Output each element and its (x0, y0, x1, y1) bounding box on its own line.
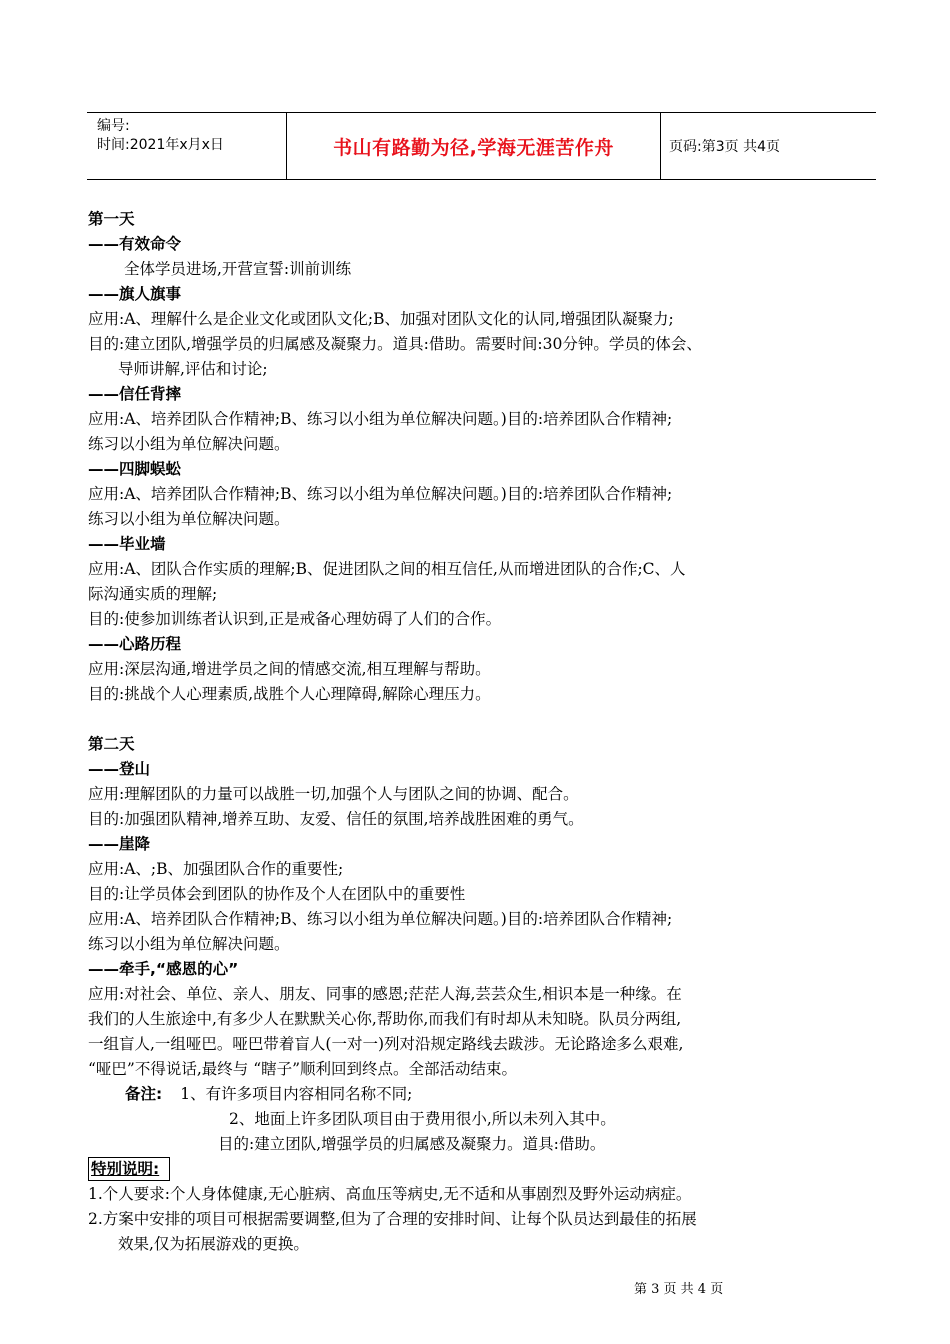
body-line: 一组盲人,一组哑巴。哑巴带着盲人(一对一)列对沿规定路线去跋涉。无论路途多么艰难, (88, 1035, 684, 1053)
body-line: 目的:使参加训练者认识到,正是戒备心理妨碍了人们的合作。 (88, 610, 502, 628)
body-line: 目的:建立团队,增强学员的归属感及凝聚力。道具:借助。需要时间:30分钟。学员的体会、 (88, 335, 702, 353)
number-label: 编号: (97, 118, 130, 134)
body-line: 际沟通实质的理解; (88, 585, 218, 603)
special-notice-heading (88, 1157, 888, 1182)
section-heading: 第二天 (88, 735, 135, 753)
header-motto: 书山有路勤为径,学海无涯苦作舟 (287, 113, 661, 179)
special-notice-item: 2.方案中安排的项目可根据需要调整,但为了合理的安排时间、让每个队员达到最佳的拓展 (88, 1210, 697, 1228)
section-heading: ——旗人旗事 (88, 285, 182, 303)
section-heading: ——登山 (88, 760, 151, 778)
header-page-info: 页码:第3页 共4页 (669, 139, 780, 155)
section-heading: ——有效命令 (88, 235, 182, 253)
section-heading: ——毕业墙 (88, 535, 166, 553)
special-notice-title: 特别说明: (88, 1157, 170, 1181)
body-line: 目的:挑战个人心理素质,战胜个人心理障碍,解除心理压力。 (88, 685, 491, 703)
page-footer: 第 3 页 共 4 页 (634, 1282, 724, 1297)
body-line: 全体学员进场,开营宣誓:训前训练 (124, 260, 352, 278)
body-line: 应用:A、培养团队合作精神;B、练习以小组为单位解决问题。)目的:培养团队合作精神; (88, 910, 673, 928)
body-line: 应用:A、培养团队合作精神;B、练习以小组为单位解决问题。)目的:培养团队合作精神; (88, 410, 673, 428)
notes-item: 1、有许多项目内容相同名称不同; (180, 1085, 413, 1103)
section-heading: 第一天 (88, 210, 135, 228)
notes-item: 目的:建立团队,增强学员的归属感及凝聚力。道具:借助。 (218, 1135, 606, 1153)
body-line: 应用:A、;B、加强团队合作的重要性; (88, 860, 344, 878)
body-line: 应用:A、团队合作实质的理解;B、促进团队之间的相互信任,从而增进团队的合作;C、人 (88, 560, 686, 578)
body-line: 目的:让学员体会到团队的协作及个人在团队中的重要性 (88, 885, 466, 903)
notes-label: 备注: (125, 1085, 163, 1103)
body-line: 应用:A、培养团队合作精神;B、练习以小组为单位解决问题。)目的:培养团队合作精神; (88, 485, 673, 503)
body-line: 应用:A、理解什么是企业文化或团队文化;B、加强对团队文化的认同,增强团队凝聚力; (88, 310, 674, 328)
section-heading: ——信任背摔 (88, 385, 182, 403)
body-line: 应用:理解团队的力量可以战胜一切,加强个人与团队之间的协调、配合。 (88, 785, 579, 803)
spacer (88, 707, 888, 732)
body-line: 我们的人生旅途中,有多少人在默默关心你,帮助你,而我们有时却从未知晓。队员分两组, (88, 1010, 682, 1028)
page-header-table (87, 112, 876, 180)
notes-item: 2、地面上许多团队项目由于费用很小,所以未列入其中。 (229, 1110, 616, 1128)
body-line: 应用:对社会、单位、亲人、朋友、同事的感恩;茫茫人海,芸芸众生,相识本是一种缘。在 (88, 985, 682, 1003)
section-heading: ——心路历程 (88, 635, 182, 653)
section-heading: ——崖降 (88, 835, 151, 853)
body-line: 应用:深层沟通,增进学员之间的情感交流,相互理解与帮助。 (88, 660, 491, 678)
body-line: 练习以小组为单位解决问题。 (88, 510, 290, 528)
date-label: 时间:2021年x月x日 (97, 137, 224, 153)
body-line: 导师讲解,评估和讨论; (118, 360, 268, 378)
document-body (88, 207, 888, 1257)
notes-line-1 (88, 1082, 888, 1107)
header-meta-cell (87, 113, 287, 179)
body-line: 目的:加强团队精神,增养互助、友爱、信任的氛围,培养战胜困难的勇气。 (88, 810, 584, 828)
special-notice-item: 1.个人要求:个人身体健康,无心脏病、高血压等病史,无不适和从事剧烈及野外运动病症。 (88, 1185, 692, 1203)
body-line: 练习以小组为单位解决问题。 (88, 435, 290, 453)
special-notice-item: 效果,仅为拓展游戏的更换。 (118, 1235, 309, 1253)
section-heading: ——四脚蜈蚣 (88, 460, 182, 478)
body-line: “哑巴”不得说话,最终与 “瞎子”顺利回到终点。全部活动结束。 (88, 1060, 518, 1078)
body-line: 练习以小组为单位解决问题。 (88, 935, 290, 953)
section-heading: ——牵手,“感恩的心” (88, 960, 239, 978)
